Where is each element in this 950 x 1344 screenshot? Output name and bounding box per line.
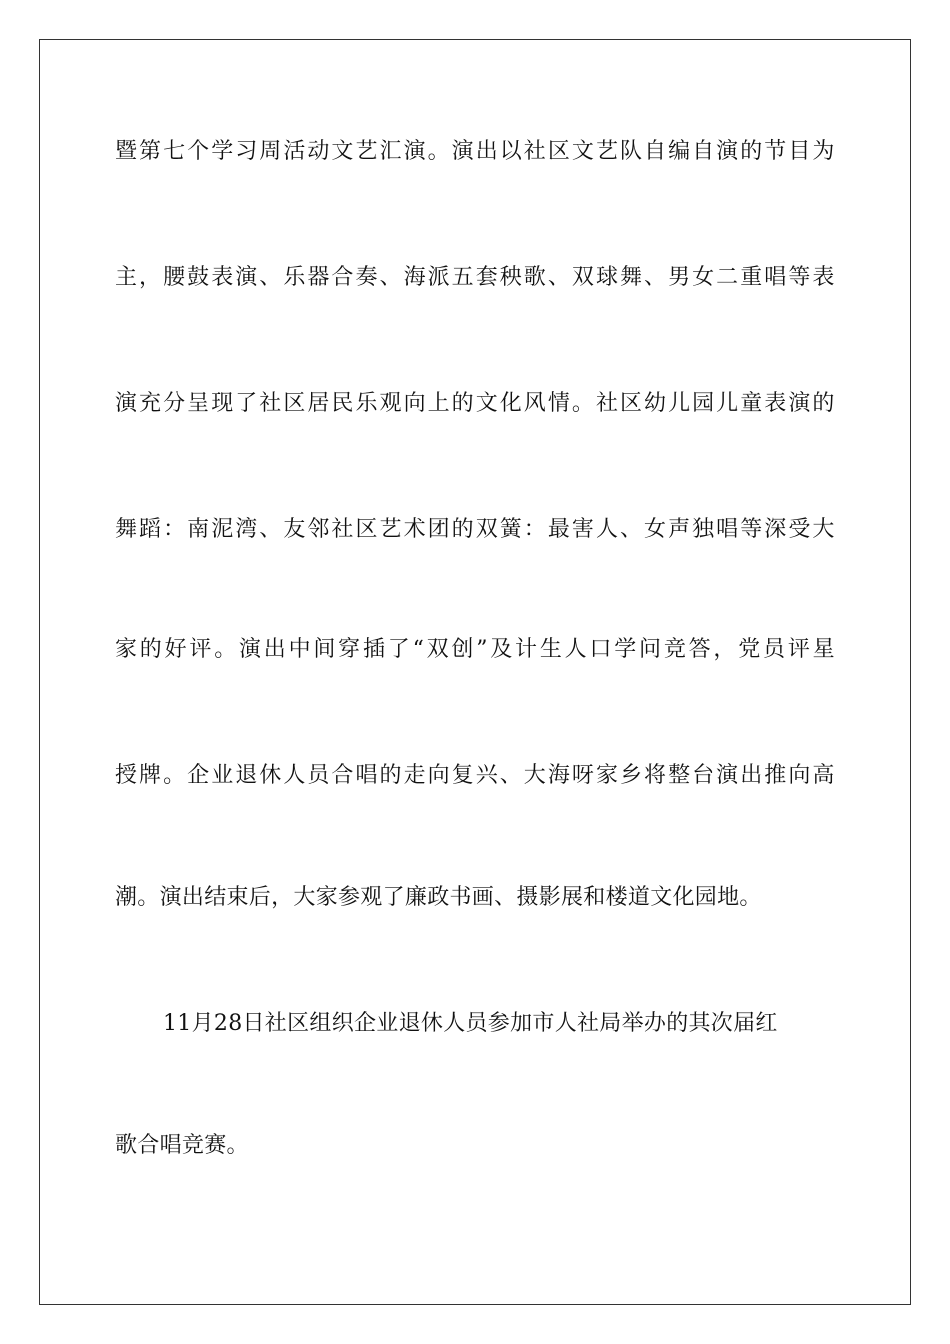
paragraph-line-1: 暨 第 七 个 学 习 周 活 动 文 艺 汇 演 。 演 出 以 社 区 文 艺 队 自 编 自 演 的 节 目 为 (115, 139, 835, 164)
paragraph2-line-2: 歌合唱竞赛。 (115, 1133, 249, 1158)
paragraph-line-3: 演 充 分 呈 现 了 社 区 居 民 乐 观 向 上 的 文 化 风 情 。 社 区 幼 儿 园 儿 童 表 演 的 (115, 391, 835, 416)
paragraph-line-6: 授 牌 。 企 业 退 休 人 员 合 唱 的 走 向 复 兴 、 大 海 呀 家 乡 将 整 台 演 出 推 向 高 (115, 763, 835, 788)
paragraph-line-4: 舞 蹈 ： 南 泥 湾 、 友 邻 社 区 艺 术 团 的 双 簧 ： 最 害 人 、 女 声 独 唱 等 深 受 大 (115, 517, 835, 542)
paragraph-line-5: 家 的 好 评 。 演 出 中 间 穿 插 了 “ 双 创 ” 及 计 生 人 口 学 问 竞 答 ， 党 员 评 星 (115, 637, 835, 662)
page-border (39, 39, 911, 1305)
paragraph-line-7: 潮。演出结束后，大家参观了廉政书画、摄影展和楼道文化园地。 (115, 885, 762, 910)
paragraph2-line-1: 11月28日社区组织企业退休人员参加市人社局举办的其次届红 (163, 1011, 778, 1036)
paragraph-line-2: 主 ， 腰 鼓 表 演 、 乐 器 合 奏 、 海 派 五 套 秧 歌 、 双 球 舞 、 男 女 二 重 唱 等 表 (115, 265, 835, 290)
